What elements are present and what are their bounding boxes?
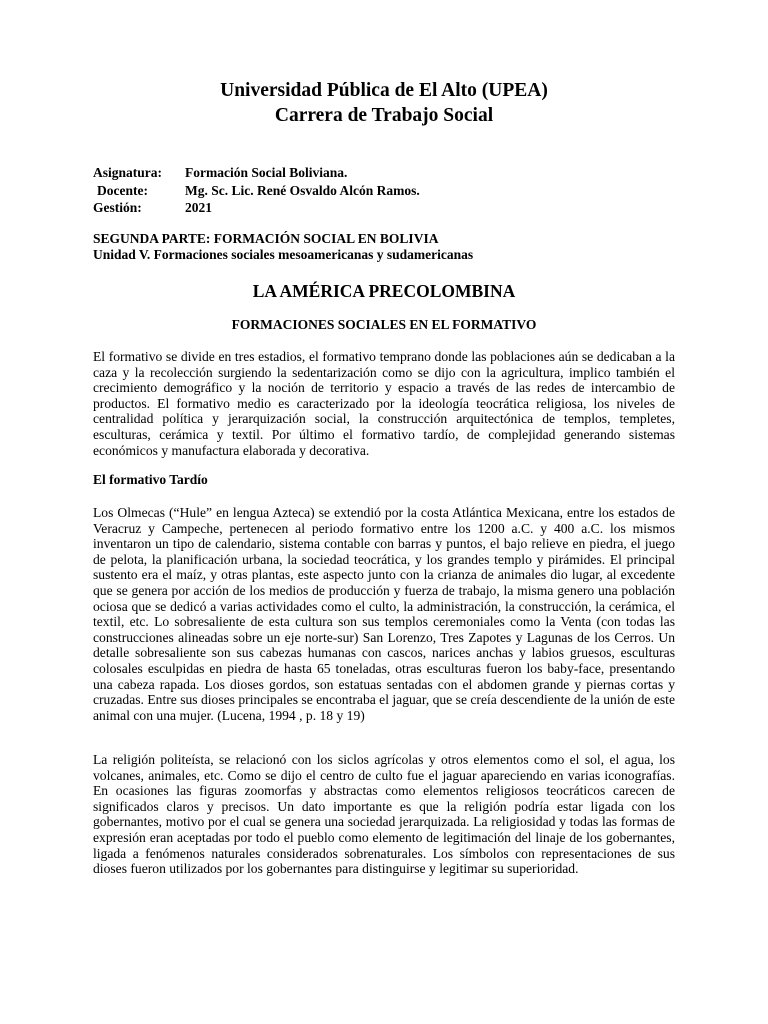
subject-label: Asignatura: bbox=[93, 165, 163, 180]
term-label: Gestión: bbox=[93, 200, 142, 215]
teacher-label: Docente: bbox=[97, 182, 148, 198]
career-title: Carrera de Trabajo Social bbox=[274, 105, 494, 126]
olmecas-paragraph: Los Olmecas (“Hule” en lengua Azteca) se extendió por la costa Atlántica Mexicana, entre los estados de Veracruz y Campeche, pertenecen al periodo formativo entre los 1200 a.C. y 400 a.C. los mismos inventaron un tipo de calendario, sistema contable con barras y puntos, el bajo relieve en piedra, el juego de pelota, la planificación urbana, la sociedad teocrática, y los grandes templo y pirámides. El principal sustento era el maíz, y otras plantas, este aspecto junto con la crianza de animales dio lugar, al excedente que se genera por acción de los medios de producción y fuerza de trabajo, la misma genero una población ociosa que se dedicó a varias actividades como el culto, la administración, la construcción, la cerámica, el textil, etc. Lo sobresaliente de esta cultura son sus templos ceremoniales como la Venta (con todas las construcciones alineadas sobre un eje norte-sur) San Lorenzo, Tres Zapotes y Lagunas de los Cerros. Un detalle sobresaliente son sus cabezas humanas con cascos, narices anchas y labios gruesos, esculturas colosales esculpidas en piedra de hasta 65 toneladas, otras esculturas fueron los baby-face, presentando una cabeza rapada. Los dioses gordos, son estatuas sentadas con el abdomen grande y piernas cortas y cruzadas. Entre sus dioses principales se encontraba el jaguar, que se creía descendiente de la unión de este animal con una mujer. (Lucena, 1994 , p. 18 y 19) bbox=[93, 505, 675, 723]
intro-paragraph: El formativo se divide en tres estadios, el formativo temprano donde las poblaciones aún se dedicaban a la caza y la recolección surgiendo la sedentarización como se dijo con la agricultura, implico también el crecimiento demográfico y la noción de territorio y espacio a través de las redes de intercambio de productos. El formativo medio es caracterizado por la ideología teocrática religiosa, los niveles de centralidad política y jerarquización social, la construcción arquitectónica de templos, templetes, esculturas, cerámica y textil. Por último el formativo tardío, de complejidad generando sistemas económicos y manufactura elaborada y decorativa. bbox=[93, 349, 675, 458]
teacher-row bbox=[93, 182, 420, 200]
section-heading: El formativo Tardío bbox=[93, 472, 208, 487]
part-heading bbox=[93, 231, 473, 263]
subject-value: Formación Social Boliviana. bbox=[185, 165, 348, 180]
teacher-value: Mg. Sc. Lic. René Osvaldo Alcón Ramos. bbox=[185, 182, 420, 198]
religion-paragraph: La religión politeísta, se relacionó con los siclos agrícolas y otros elementos como el sol, el agua, los volcanes, animales, etc. Como se dijo el centro de culto fue el jaguar apareciendo en varias iconografías. En ocasiones las figuras zoomorfas y abstractas como elementos religiosos teocráticos carecen de significados claros y precisos. Un dato importante es que la religión podría estar ligada con los gobernantes, motivo por el cual se genera una sociedad jerarquizada. La religiosidad y todas las formas de expresión eran aceptadas por todo el pueblo como elemento de legitimación del linaje de los gobernantes, ligada a fenómenos naturales considerados sobrenaturales. Los símbolos con representaciones de sus dioses fueron utilizados por los gobernantes para distinguirse y legitimar su superioridad. bbox=[93, 752, 675, 877]
subject-row bbox=[93, 164, 420, 182]
university-title: Universidad Pública de El Alto (UPEA) bbox=[220, 80, 548, 101]
unit-title: Unidad V. Formaciones sociales mesoamericanas y sudamericanas bbox=[93, 247, 474, 262]
term-value: 2021 bbox=[185, 200, 212, 215]
part-title: SEGUNDA PARTE: FORMACIÓN SOCIAL EN BOLIVIA bbox=[93, 231, 439, 246]
section-subtitle: FORMACIONES SOCIALES EN EL FORMATIVO bbox=[231, 317, 537, 332]
term-row bbox=[93, 199, 420, 217]
main-title: LA AMÉRICA PRECOLOMBINA bbox=[252, 281, 516, 301]
course-info bbox=[93, 164, 420, 217]
